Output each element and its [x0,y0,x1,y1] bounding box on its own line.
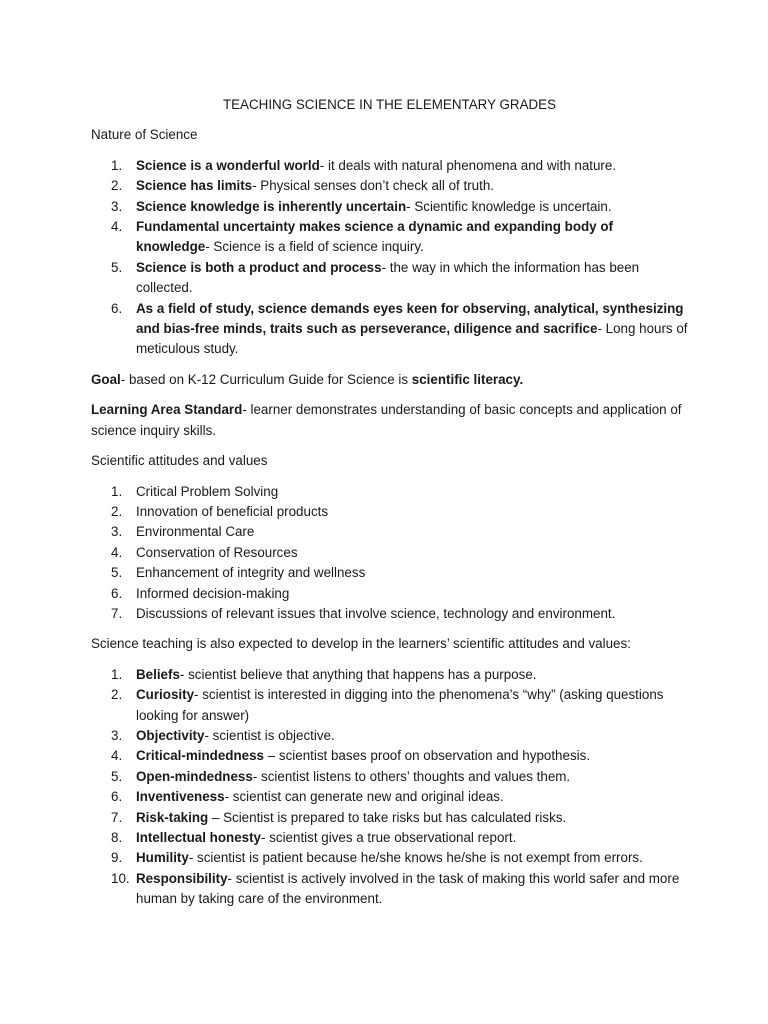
goal-label: Goal [91,371,121,387]
goal-emphasis: scientific literacy. [411,371,524,387]
item-term: Inventiveness [136,789,225,805]
list-item [91,482,688,502]
item-text: - it deals with natural phenomena and with nature. [319,157,617,173]
item-term: Humility [136,850,189,866]
list-item [91,726,688,746]
item-number: 5. [111,259,123,275]
item-term: Responsibility [136,870,228,886]
item-text: - Science is a field of science inquiry. [205,239,424,255]
item-text: - scientist believe that anything that happens has a purpose. [179,666,537,682]
item-number: 6. [111,300,123,316]
item-text: Informed decision-making [136,585,290,601]
list-item [91,217,688,258]
item-text: Discussions of relevant issues that involve science, technology and environment. [136,605,616,621]
list-item [91,848,688,868]
list-item [91,197,688,217]
item-text: Enhancement of integrity and wellness [136,565,366,581]
standard-paragraph [91,400,688,441]
list-item [91,258,688,299]
item-text: - scientist is actively involved in the task of making this world safer and more human by taking care of the environment. [136,870,680,907]
item-term: Objectivity [136,727,205,743]
item-text: Conservation of Resources [136,544,298,560]
item-term: Intellectual honesty [136,830,262,845]
list-item [91,767,688,787]
item-text: - Scientific knowledge is uncertain. [406,198,612,214]
item-text: - Long hours of meticulous study. [136,321,688,357]
item-text: - scientist gives a true observational report. [261,830,517,845]
list-item [91,665,688,685]
item-number: 2. [111,503,123,519]
item-text: Innovation of beneficial products [136,503,329,519]
list-item [91,746,688,766]
list-item [91,563,688,583]
list-item [91,299,688,360]
item-number: 8. [111,830,123,845]
standard-label: Learning Area Standard [91,402,243,418]
item-text: - scientist is patient because he/she knows he/she is not exempt from errors. [188,850,643,866]
values-list [91,665,688,910]
document-title: TEACHING SCIENCE IN THE ELEMENTARY GRADES [222,97,557,112]
nature-heading: Nature of Science [91,127,198,143]
nature-list [91,156,688,360]
list-item [91,522,688,542]
goal-paragraph [91,370,688,390]
item-number: 10. [111,870,130,886]
item-term: Risk-taking [136,809,209,825]
item-number: 9. [111,850,123,866]
item-number: 3. [111,198,123,214]
item-number: 7. [111,809,123,825]
item-text: - scientist is objective. [204,727,335,743]
item-term: Science is both a product and process [136,259,382,275]
list-item [91,787,688,807]
list-item [91,604,688,624]
item-term: Open-mindedness [136,768,253,784]
item-text: - scientist listens to others’ thoughts and values them. [252,768,571,784]
attitudes-heading: Scientific attitudes and values [91,453,268,469]
item-number: 1. [111,483,123,499]
item-number: 4. [111,544,123,560]
item-term: Curiosity [136,687,195,703]
item-number: 2. [111,178,123,194]
list-item [91,176,688,196]
item-number: 7. [111,605,123,621]
list-item [91,502,688,522]
item-text: - scientist can generate new and original ideas. [224,789,504,805]
list-item [91,869,688,910]
item-term: Beliefs [136,666,180,682]
attitudes-list [91,482,688,625]
item-number: 5. [111,768,123,784]
item-number: 4. [111,748,123,764]
item-term: Science has limits [136,178,253,194]
item-term: Fundamental uncertainty makes science a dynamic and expanding body of knowledge [136,219,613,255]
item-text: - scientist is interested in digging into the phenomena’s “why” (asking questions looking for answer) [136,687,664,723]
item-number: 5. [111,565,123,581]
list-item [91,685,688,726]
teaching-heading: Science teaching is also expected to develop in the learners’ scientific attitudes and values: [91,636,631,652]
item-number: 3. [111,727,123,743]
item-text: Environmental Care [136,524,255,540]
list-item [91,584,688,604]
item-number: 6. [111,789,123,805]
item-term: Science knowledge is inherently uncertain [136,198,407,214]
list-item [91,543,688,563]
list-item [91,828,688,848]
item-text: Critical Problem Solving [136,483,279,499]
item-text: – Scientist is prepared to take risks but has calculated risks. [208,809,567,825]
item-text: - Physical senses don’t check all of truth. [252,178,494,194]
item-number: 6. [111,585,123,601]
standard-text: - learner demonstrates understanding of basic concepts and application of science inquiry skills. [91,402,682,438]
item-number: 1. [111,157,123,173]
goal-text: - based on K-12 Curriculum Guide for Science is [120,371,412,387]
item-text: - the way in which the information has been collected. [136,259,640,296]
list-item [91,156,688,176]
list-item [91,808,688,828]
item-term: Science is a wonderful world [136,157,320,173]
item-number: 1. [111,666,123,682]
item-text: – scientist bases proof on observation and hypothesis. [264,748,591,764]
item-term: Critical-mindedness [136,748,264,764]
item-number: 4. [111,219,123,235]
item-number: 2. [111,687,123,703]
item-term: As a field of study, science demands eyes keen for observing, analytical, synthesizing and bias-free minds, traits such as perseverance, diligence and sacrifice [136,300,684,337]
item-number: 3. [111,524,123,540]
